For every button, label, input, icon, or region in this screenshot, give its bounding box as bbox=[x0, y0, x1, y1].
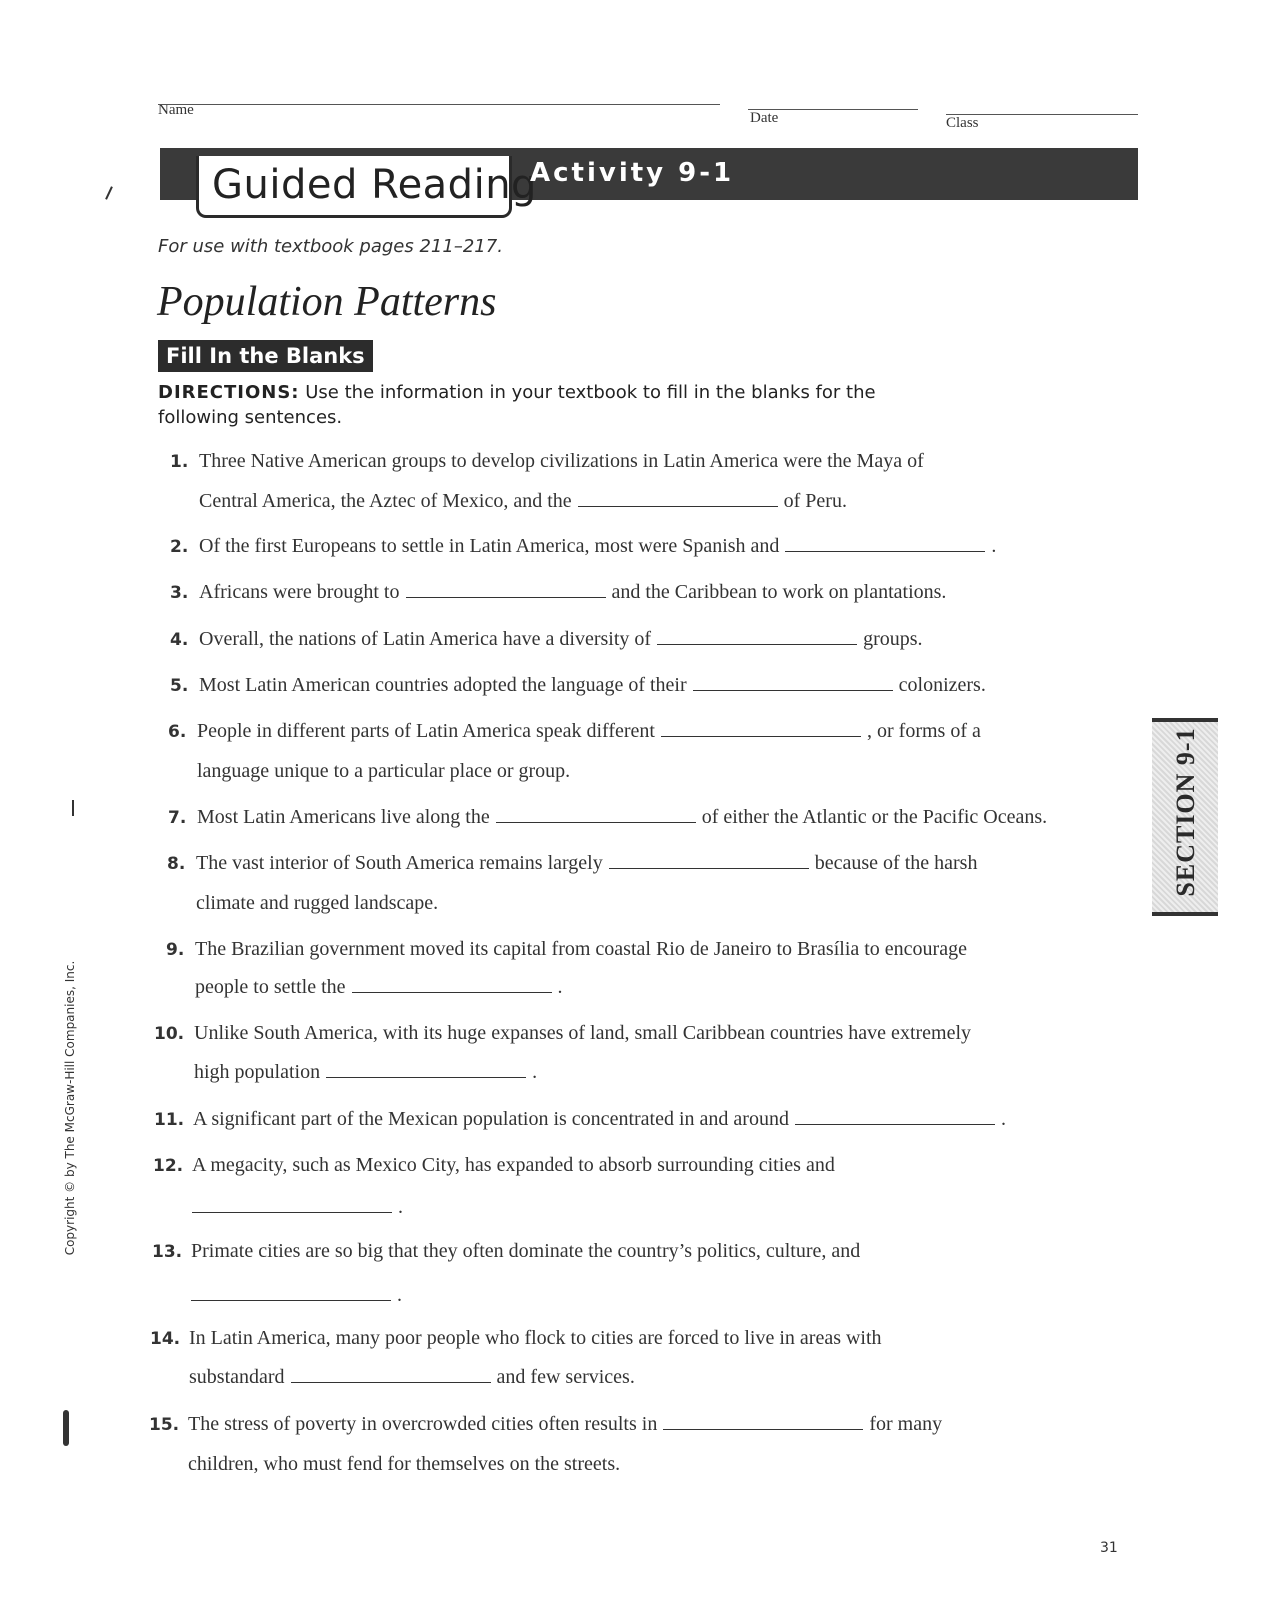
question-number: 10. bbox=[154, 1024, 185, 1044]
question-text: and the Caribbean to work on plantations. bbox=[611, 581, 947, 603]
page-title: Population Patterns bbox=[157, 279, 497, 325]
question-text: language unique to a particular place or group. bbox=[197, 760, 571, 782]
question-line bbox=[196, 852, 977, 875]
question-number: 1. bbox=[170, 452, 189, 472]
question-text: and few services. bbox=[496, 1366, 635, 1388]
question-line bbox=[193, 1108, 1006, 1131]
question-text: Most Latin American countries adopted the language of their bbox=[199, 674, 687, 696]
question-line bbox=[199, 490, 847, 513]
answer-blank[interactable] bbox=[496, 808, 696, 823]
question-number: 6. bbox=[168, 722, 187, 742]
question-text: A megacity, such as Mexico City, has expanded to absorb surrounding cities and bbox=[192, 1154, 835, 1176]
question-text: Most Latin Americans live along the bbox=[197, 806, 490, 828]
question-text: substandard bbox=[189, 1366, 285, 1388]
question-line bbox=[199, 581, 946, 604]
question-line bbox=[195, 938, 967, 961]
question-line bbox=[189, 1327, 882, 1350]
question-number: 15. bbox=[149, 1415, 180, 1435]
question-number: 4. bbox=[170, 630, 189, 650]
answer-blank[interactable] bbox=[663, 1415, 863, 1430]
question-line bbox=[199, 450, 924, 473]
question-line bbox=[195, 976, 563, 999]
answer-blank[interactable] bbox=[192, 1198, 392, 1213]
question-number: 11. bbox=[154, 1110, 185, 1130]
question-line bbox=[194, 1061, 537, 1084]
banner-activity: Activity 9-1 bbox=[530, 158, 735, 188]
page-number: 31 bbox=[1100, 1540, 1118, 1556]
question-line bbox=[197, 760, 570, 783]
answer-blank[interactable] bbox=[785, 537, 985, 552]
question-line bbox=[194, 1022, 971, 1045]
question-text: The Brazilian government moved its capital from coastal Rio de Janeiro to Brasília to encourage bbox=[195, 938, 967, 960]
question-number: 9. bbox=[166, 940, 185, 960]
directions bbox=[158, 380, 918, 430]
date-label: Date bbox=[750, 110, 779, 126]
question-text: of either the Atlantic or the Pacific Oceans. bbox=[701, 806, 1048, 828]
question-text: of Peru. bbox=[783, 490, 847, 512]
question-line bbox=[197, 806, 1047, 829]
question-text: Unlike South America, with its huge expanses of land, small Caribbean countries have extremely bbox=[194, 1022, 972, 1044]
section-side-label: SECTION 9-1 bbox=[1171, 727, 1200, 897]
question-text: , or forms of a bbox=[867, 720, 981, 742]
question-text: In Latin America, many poor people who flock to cities are forced to live in areas with bbox=[189, 1327, 882, 1349]
answer-blank[interactable] bbox=[661, 722, 861, 737]
answer-blank[interactable] bbox=[352, 978, 552, 993]
question-text: The stress of poverty in overcrowded cities often results in bbox=[188, 1413, 658, 1435]
answer-blank[interactable] bbox=[406, 583, 606, 598]
question-line bbox=[191, 1240, 860, 1263]
question-number: 5. bbox=[170, 676, 189, 696]
name-line bbox=[158, 104, 720, 105]
question-text: because of the harsh bbox=[814, 852, 978, 874]
question-text: Of the first Europeans to settle in Latin America, most were Spanish and bbox=[199, 535, 780, 557]
answer-blank[interactable] bbox=[657, 630, 857, 645]
question-number: 8. bbox=[167, 854, 186, 874]
question-text: The vast interior of South America remains largely bbox=[196, 852, 603, 874]
question-text: People in different parts of Latin America speak different bbox=[197, 720, 655, 742]
question-text: people to settle the bbox=[195, 976, 346, 998]
scan-mark bbox=[105, 186, 113, 200]
question-text: . bbox=[397, 1284, 402, 1306]
question-line bbox=[185, 1284, 402, 1307]
question-text: for many bbox=[869, 1413, 943, 1435]
question-number: 3. bbox=[170, 583, 189, 603]
question-line bbox=[197, 720, 981, 743]
question-line bbox=[199, 674, 986, 697]
answer-blank[interactable] bbox=[795, 1110, 995, 1125]
question-line bbox=[189, 1366, 635, 1389]
question-line bbox=[199, 628, 923, 651]
question-text: Central America, the Aztec of Mexico, and the bbox=[199, 490, 572, 512]
question-text: children, who must fend for themselves on the streets. bbox=[188, 1453, 621, 1475]
question-line bbox=[188, 1413, 942, 1436]
answer-blank[interactable] bbox=[578, 492, 778, 507]
answer-blank[interactable] bbox=[693, 676, 893, 691]
question-text: Three Native American groups to develop civilizations in Latin America were the Maya of bbox=[199, 450, 924, 472]
question-text: climate and rugged landscape. bbox=[196, 892, 439, 914]
class-line bbox=[946, 114, 1138, 115]
question-line bbox=[192, 1154, 835, 1177]
question-number: 13. bbox=[152, 1242, 183, 1262]
subtitle: For use with textbook pages 211–217. bbox=[158, 236, 503, 257]
scan-mark bbox=[72, 800, 74, 816]
class-label: Class bbox=[946, 115, 979, 131]
question-text: high population bbox=[194, 1061, 321, 1083]
answer-blank[interactable] bbox=[609, 854, 809, 869]
question-line bbox=[196, 892, 438, 915]
question-text: . bbox=[991, 535, 997, 557]
question-line bbox=[199, 535, 996, 558]
date-line bbox=[748, 109, 918, 110]
question-number: 14. bbox=[150, 1329, 181, 1349]
question-text: . bbox=[557, 976, 563, 998]
question-text: Primate cities are so big that they often dominate the country’s politics, culture, and bbox=[191, 1240, 861, 1262]
directions-text: Use the information in your textbook to fill in the blanks for the following sentences. bbox=[158, 382, 876, 428]
question-number: 12. bbox=[153, 1156, 184, 1176]
copyright-notice: Copyright © by The McGraw-Hill Companies, Inc. bbox=[63, 960, 77, 1256]
answer-blank[interactable] bbox=[191, 1286, 391, 1301]
question-text: Overall, the nations of Latin America have a diversity of bbox=[199, 628, 652, 650]
question-text: colonizers. bbox=[898, 674, 986, 696]
banner-title: Guided Reading bbox=[212, 162, 537, 208]
question-number: 7. bbox=[168, 808, 187, 828]
question-line bbox=[188, 1453, 620, 1476]
question-text: . bbox=[1000, 1108, 1006, 1130]
section-label: Fill In the Blanks bbox=[158, 340, 373, 372]
scan-mark bbox=[63, 1410, 69, 1446]
question-number: 2. bbox=[170, 537, 189, 557]
question-text: . bbox=[532, 1061, 538, 1083]
name-label: Name bbox=[158, 102, 194, 118]
answer-blank[interactable] bbox=[291, 1368, 491, 1383]
question-text: . bbox=[398, 1196, 403, 1218]
answer-blank[interactable] bbox=[326, 1063, 526, 1078]
question-line bbox=[186, 1196, 403, 1219]
directions-label: DIRECTIONS: bbox=[158, 382, 300, 403]
question-text: A significant part of the Mexican population is concentrated in and around bbox=[193, 1108, 789, 1130]
question-text: Africans were brought to bbox=[199, 581, 400, 603]
question-text: groups. bbox=[863, 628, 923, 650]
